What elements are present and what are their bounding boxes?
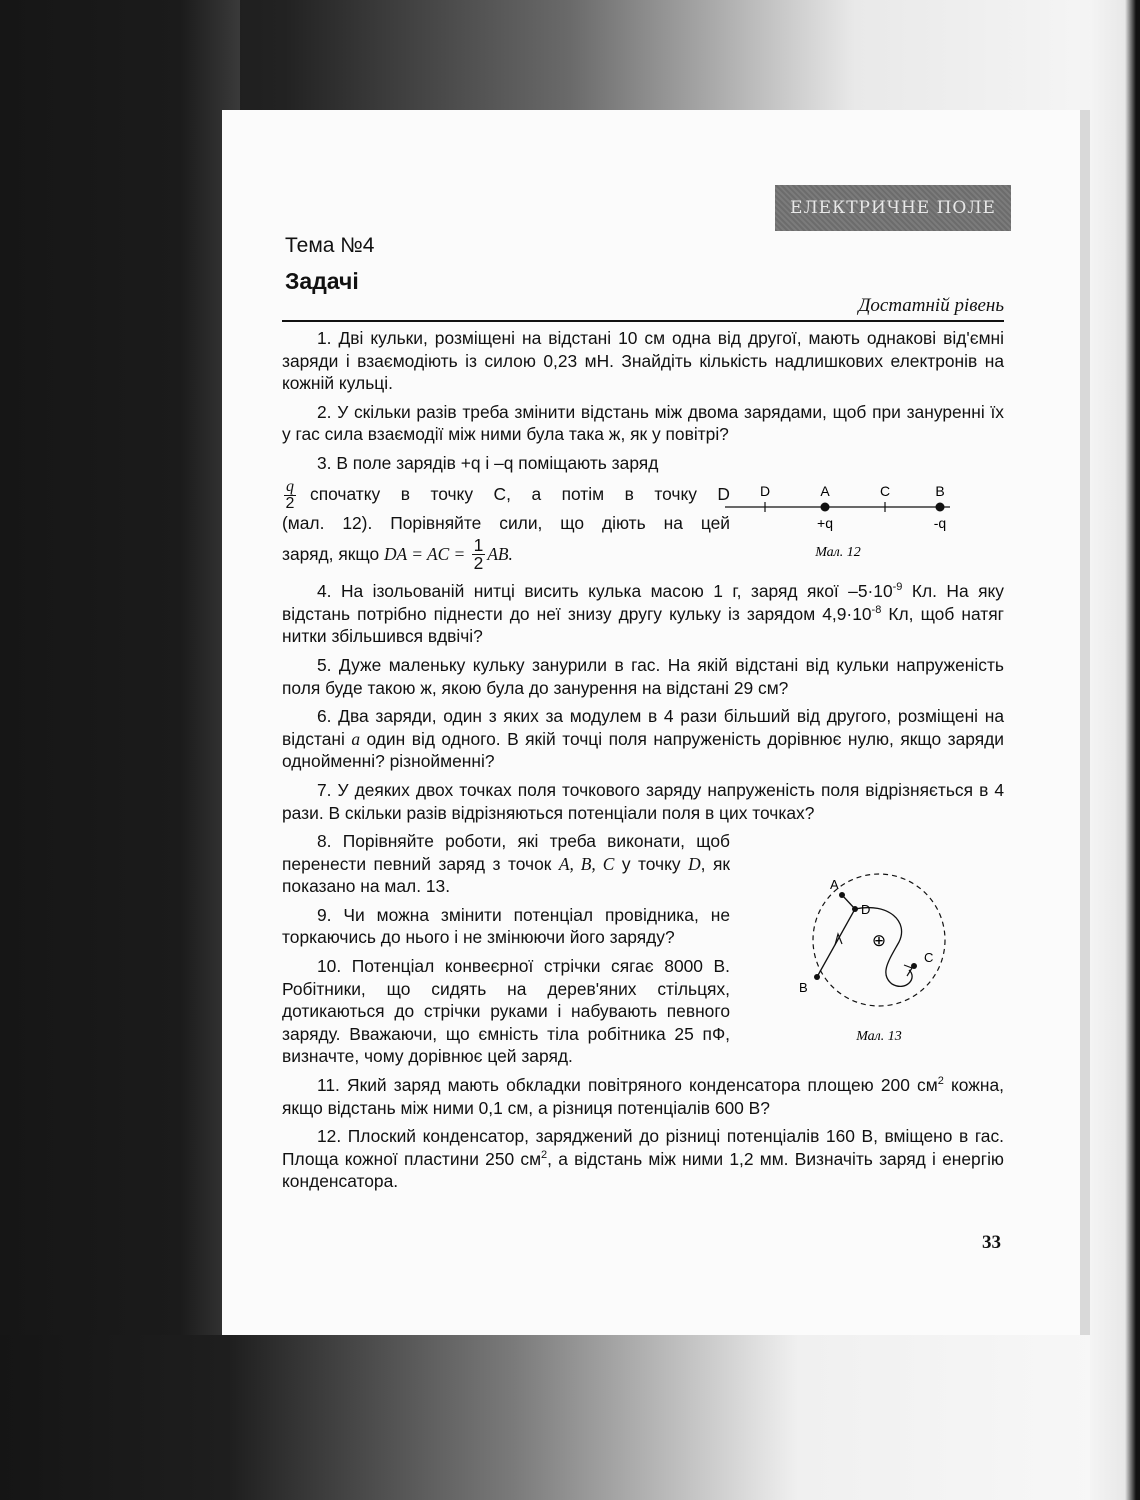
problem-4 — [282, 580, 1004, 648]
fraction-denominator: 2 — [285, 494, 295, 512]
fig13-label-a: A — [830, 877, 839, 892]
difficulty-level: Достатній рівень — [858, 295, 1004, 316]
figure-13 — [794, 862, 969, 1047]
problem-12-exponent: 2 — [541, 1149, 548, 1162]
fraction-q-over-2 — [282, 479, 298, 512]
problem-11-text-a: 11. Який заряд мають обкладки повітряного конденсатора площею 200 см — [317, 1075, 938, 1096]
fig12-label-c: C — [879, 483, 891, 499]
problem-3-condition-prefix: заряд, якщо — [282, 543, 384, 564]
problem-7: 7. У деяких двох точках поля точкового заряду напруженість поля відрізняється в 4 рази. В скільки разів відрізняються потенціали поля в цих точках? — [282, 779, 1004, 823]
problem-8-target-point: D — [688, 853, 701, 874]
fig13-arrow-c — [904, 965, 912, 976]
problem-3-line-2: спочатку в точку C, а потім в точку D — [310, 483, 730, 504]
problem-3-line-3: (мал. 12). Порівняйте сили, що діють на цей — [282, 512, 730, 533]
fig13-label-c: C — [924, 950, 934, 965]
page-number: 33 — [982, 1232, 1001, 1253]
fig12-label-b: B — [935, 483, 945, 499]
problem-8-text-b: у точку — [614, 853, 689, 874]
problem-9: 9. Чи можна змінити потенціал провідника, не торкаючись до нього і не змінюючи його заряду? — [282, 904, 730, 948]
problem-4-exponent-2: -8 — [871, 603, 882, 616]
problem-2: 2. У скільки разів треба змінити відстань між двома зарядами, щоб при зануренні їх у гас сила взаємодії між ними була така ж, як у повітрі? — [282, 401, 1004, 445]
problem-4-text-c: Кл, щоб натяг нитки збільшився вдвічі? — [282, 603, 1004, 647]
book-page — [222, 110, 1080, 1335]
problem-1: 1. Дві кульки, розміщені на відстані 10 см одна від другої, мають однакові від'ємні заряди і взаємодіють із силою 0,23 мН. Знайдіть кількість надлишкових електронів на кожній кульці. — [282, 328, 1004, 394]
problem-3-line-4 — [282, 534, 730, 574]
fig12-charge-plus-label: +q — [817, 515, 833, 531]
fraction-one-half — [472, 534, 486, 573]
scan-shadow-right — [1090, 0, 1140, 1500]
fraction-numerator: q — [286, 477, 294, 495]
page-title: Задачі — [285, 268, 359, 294]
problem-11 — [282, 1074, 1004, 1119]
problem-6-text-b: один від одного. В якій точці поля напруженість дорівнює нулю, якщо заряди однойменні? різнойменні? — [282, 728, 1005, 772]
problem-3 — [282, 452, 730, 574]
fig13-label-d: D — [861, 902, 871, 917]
section-header-label: ЕЛЕКТРИЧНЕ ПОЛЕ — [790, 198, 996, 218]
scan-shadow-bottom — [0, 1335, 1140, 1500]
problem-8 — [282, 830, 730, 898]
problem-3-condition-end: AB. — [487, 543, 513, 564]
fig13-caption: Мал. 13 — [856, 1029, 902, 1044]
problem-11-text-b: кожна, якщо відстань між ними 0,1 см, а різниця потенціалів 600 В? — [282, 1075, 1004, 1118]
half-numerator: 1 — [473, 534, 484, 555]
fig13-point-c — [911, 963, 917, 969]
problem-10: 10. Потенціал конвеєрної стрічки сягає 8000 В. Робітники, що сидять на дерев'яних стільцях, дотикаються до стрічки руками і набувають певного заряду. Вважаючи, що ємність тіла робітника 25 пФ, визначте, чому дорівнює цей заряд. — [282, 956, 730, 1067]
problem-6 — [282, 705, 1004, 773]
section-header-band — [775, 185, 1011, 231]
problem-8-text-a: 8. Порівняйте роботи, які треба виконати, щоб перенести певний заряд з точок — [282, 831, 730, 874]
fig12-label-d: D — [759, 483, 771, 499]
topic-label: Тема №4 — [285, 234, 375, 257]
problem-11-exponent: 2 — [937, 1075, 944, 1088]
fig12-charge-minus-label: -q — [933, 515, 947, 531]
problem-3-condition-formula: DA = AC = — [384, 543, 470, 564]
fig13-center-charge: ⊕ — [871, 931, 887, 951]
fig12-charge-minus-dot — [936, 503, 945, 512]
scan-shadow-left — [0, 0, 240, 1500]
problem-5: 5. Дуже маленьку кульку занурили в гас. На якій відстані від кульки напруженість поля буде такою ж, якою була до занурення на відстані 29 см? — [282, 654, 1004, 698]
fig12-charge-plus-dot — [821, 503, 830, 512]
problem-3-line-1: 3. В поле зарядів +q і –q поміщають заряд — [317, 452, 659, 473]
problem-12-text-a: 12. Плоский конденсатор, заряджений до різниці потенціалів 160 В, вміщено в гас. Площа кожної пластини 250 см — [282, 1126, 1004, 1169]
fig13-label-b: B — [799, 980, 808, 995]
problem-12-text-b: , а відстань між ними 1,2 мм. Визначіть заряд і енергію конденсатора. — [282, 1148, 1004, 1192]
problem-6-variable: a — [351, 728, 361, 749]
problem-4-exponent-1: -9 — [892, 581, 903, 594]
problem-8-points: A, B, C — [558, 853, 615, 874]
problem-3-line-2-row — [282, 479, 730, 512]
header-rule — [282, 320, 1004, 322]
problem-8-text-c: , як показано на мал. 13. — [282, 853, 730, 897]
fig13-point-b — [814, 974, 820, 980]
fig12-label-a: A — [820, 483, 830, 499]
problem-12 — [282, 1125, 1004, 1193]
figure-12 — [720, 480, 955, 565]
problem-4-text-b: Кл. На яку відстань потрібно піднести до неї знизу другу кульку із зарядом 4,9·10 — [282, 581, 1004, 624]
problem-6-text-a: 6. Два заряди, один з яких за модулем в 4 рази більший від другого, розміщені на відстані — [282, 706, 1004, 749]
problems-list — [282, 327, 1004, 1199]
problem-4-text-a: 4. На ізольованій нитці висить кулька масою 1 г, заряд якої –5·10 — [317, 581, 893, 602]
half-denominator: 2 — [473, 552, 484, 573]
fig12-caption: Мал. 12 — [815, 545, 861, 560]
fig13-point-a — [839, 892, 845, 898]
